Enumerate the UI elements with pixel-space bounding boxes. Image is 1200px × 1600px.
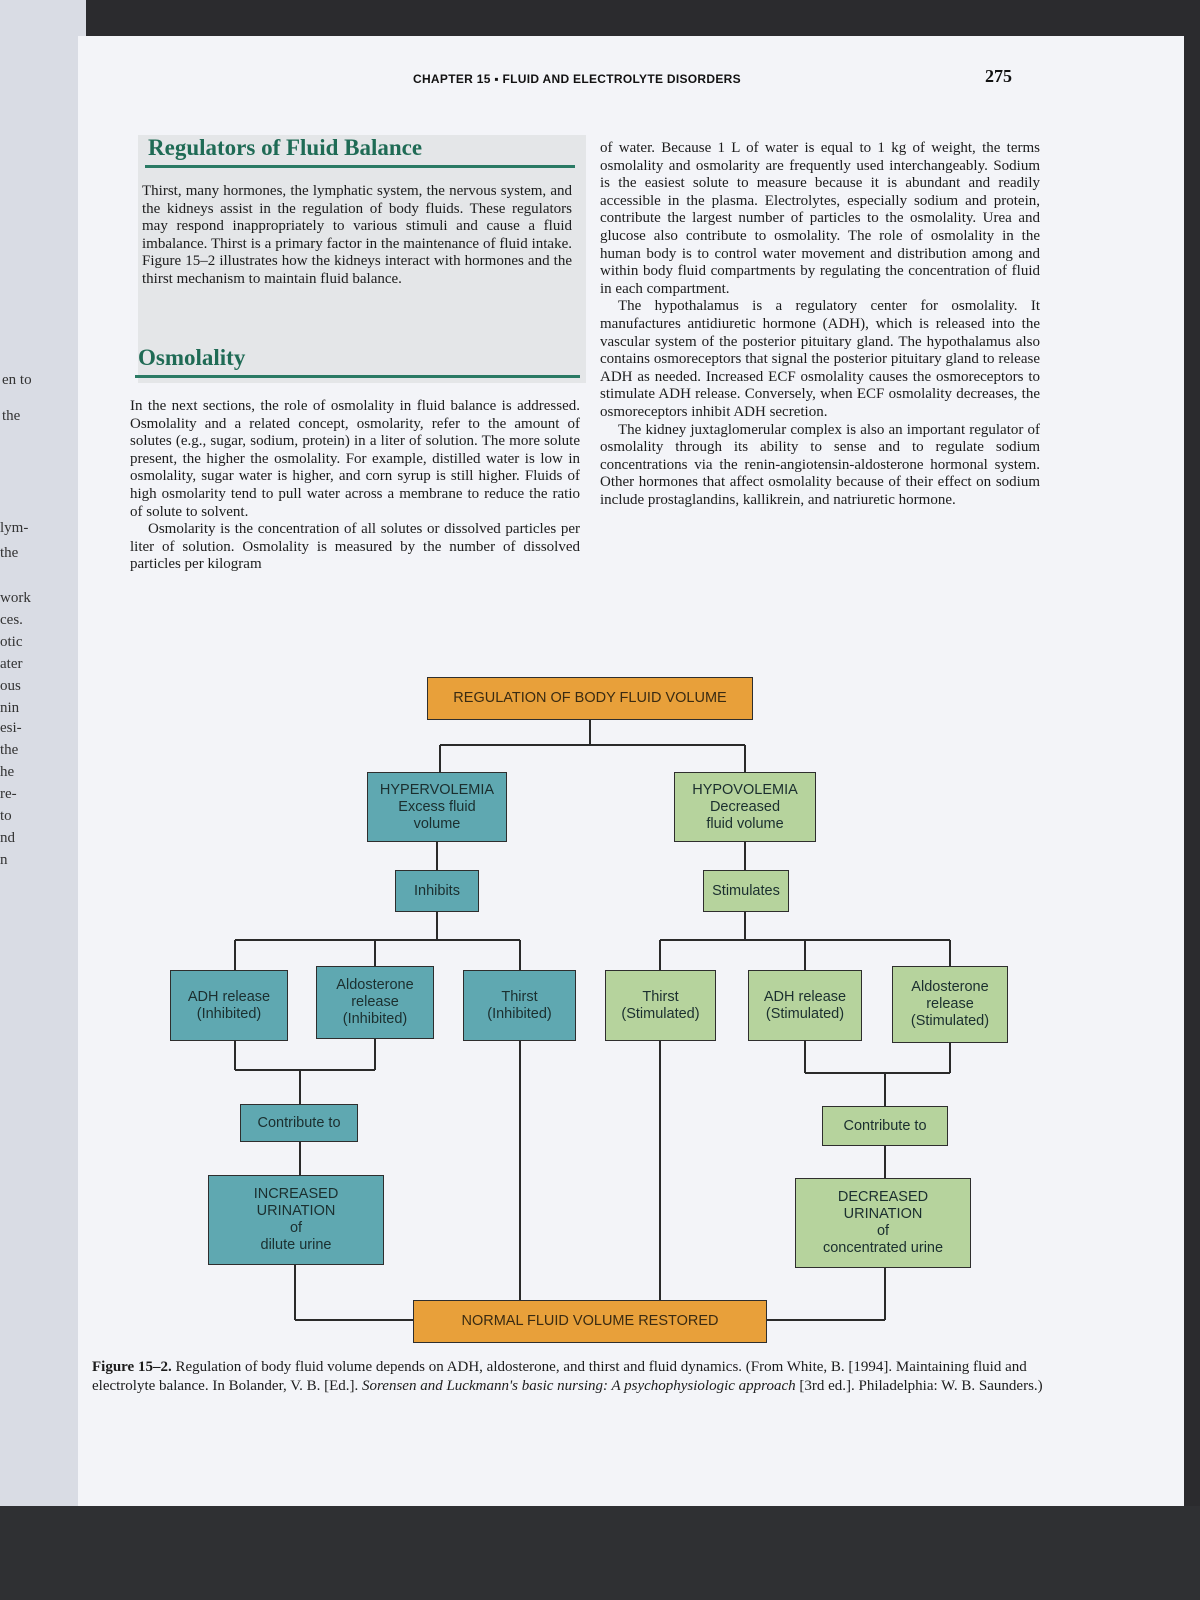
node-thirst-inhibited: Thirst (Inhibited): [463, 970, 576, 1041]
left-page-fragment: re-: [0, 786, 17, 802]
left-page-fragment: ces.: [0, 612, 23, 628]
left-page-fragment: to: [0, 808, 12, 824]
paragraph-text: Osmolarity is the concentration of all solutes or dissolved particles per liter of solution. Osmolality is measured by the number of dissolved particles per kilogram: [130, 521, 580, 573]
left-page-fragment: otic: [0, 634, 23, 650]
node-stimulates: Stimulates: [703, 870, 789, 912]
left-page-fragment: n: [0, 852, 8, 868]
caption-book-title: Sorensen and Luckmann's basic nursing: A psychophysiologic approach: [362, 1378, 796, 1394]
left-page-fragment: ater: [0, 656, 23, 672]
left-page-fragment: nin: [0, 700, 20, 716]
left-page-fragment: en to: [2, 372, 32, 388]
heading-regulators-fluid-balance: Regulators of Fluid Balance: [148, 135, 423, 160]
node-contribute-to-right: Contribute to: [822, 1106, 948, 1146]
page-number: 275: [985, 66, 1012, 86]
node-thirst-stimulated: Thirst (Stimulated): [605, 970, 716, 1041]
node-inhibits: Inhibits: [395, 870, 479, 912]
node-adh-inhibited: ADH release (Inhibited): [170, 970, 288, 1041]
node-hypovolemia: HYPOVOLEMIA Decreased fluid volume: [674, 772, 816, 842]
paragraph-text: Thirst, many hormones, the lymphatic system, the nervous system, and the kidneys assist in the regulation of body fluids. These regulators may respond inappropriately to various stimuli and cause a fluid imbalance. Thirst is a primary factor in the maintenance of fluid intake. Figure 15–2 illustrates how the kidneys interact with hormones and the thirst mechanism to maintain fluid balance.: [142, 183, 572, 287]
caption-tail: [3rd ed.]. Philadelphia: W. B. Saunders.): [795, 1378, 1043, 1394]
left-page-fragment: the: [2, 408, 21, 424]
figure-caption: [92, 1358, 1082, 1396]
caption-text: Regulation of body fluid volume depends on ADH, aldosterone, and thirst and fluid dynamics. (From White, B. [1994]. Maintaining fluid and electrolyte balance. In Bolander, V. B. [Ed.].: [92, 1359, 1027, 1394]
left-page-fragment: esi-: [0, 720, 22, 736]
paragraph-text: of water. Because 1 L of water is equal to 1 kg of weight, the terms osmolality and osmolarity are frequently used interchangeably. Sodium is the easiest solute to measure because it is abundant and readily accessible in the plasma. Electrolytes, especially sodium and protein, contribute the largest number of particles to the osmolality. Urea and glucose also contribute to osmolality. The role of osmolality in the human body is to control water movement and distribution among and within body fluid compartments by regulating the concentration of fluid in each compartment.: [600, 140, 1040, 297]
left-page-fragment: the: [0, 545, 19, 561]
node-aldosterone-stimulated: Aldosterone release (Stimulated): [892, 966, 1008, 1043]
node-decreased-urination: DECREASED URINATION of concentrated urine: [795, 1178, 971, 1268]
node-increased-urination: INCREASED URINATION of dilute urine: [208, 1175, 384, 1265]
caption-label: Figure 15–2.: [92, 1359, 172, 1375]
node-hypervolemia: HYPERVOLEMIA Excess fluid volume: [367, 772, 507, 842]
node-aldosterone-inhibited: Aldosterone release (Inhibited): [316, 966, 434, 1039]
paragraph-text: The kidney juxtaglomerular complex is also an important regulator of osmolality through its ability to sense and to regulate sodium concentrations via the renin-angiotensin-aldosterone hormonal system. Other hormones that affect osmolality because of their effect on sodium include prostaglandins, kallikrein, and natriuretic hormone.: [600, 421, 1040, 508]
left-page-fragment: the: [0, 742, 19, 758]
left-page-fragment: he: [0, 764, 15, 780]
left-page-fragment: ous: [0, 678, 21, 694]
paragraph-text: In the next sections, the role of osmolality in fluid balance is addressed. Osmolality and a related concept, osmolarity, refer to the amount of solutes (e.g., sugar, sodium, protein) in a liter of solution. The more solute present, the higher the osmolality. For example, distilled water is low in osmolality, sugar water is higher, and corn syrup is still higher. Fluids of high osmolarity tend to pull water across a membrane to reduce the ratio of solute to solvent.: [130, 398, 580, 520]
node-regulation-root: REGULATION OF BODY FLUID VOLUME: [427, 677, 753, 720]
running-header: CHAPTER 15 ▪ FLUID AND ELECTROLYTE DISORDERS: [413, 72, 741, 86]
background-surface: [0, 1506, 1200, 1600]
paragraph-text: The hypothalamus is a regulatory center for osmolality. It manufactures antidiuretic hormone (ADH), which is released into the vascular system of the posterior pituitary gland. The hypothalamus also contains osmoreceptors that signal the posterior pituitary gland to release ADH as needed. Increased ECF osmolality causes the osmoreceptors to stimulate ADH release. Conversely, when ECF osmolality decreases, the osmoreceptors inhibit ADH secretion.: [600, 298, 1040, 420]
left-page-fragment: nd: [0, 830, 15, 846]
node-normal-volume-restored: NORMAL FLUID VOLUME RESTORED: [413, 1300, 767, 1343]
node-contribute-to-left: Contribute to: [240, 1104, 358, 1142]
heading-osmolality: Osmolality: [138, 345, 246, 370]
node-adh-stimulated: ADH release (Stimulated): [748, 970, 862, 1041]
left-page-fragment: lym-: [0, 520, 29, 536]
left-page-fragment: work: [0, 590, 31, 606]
